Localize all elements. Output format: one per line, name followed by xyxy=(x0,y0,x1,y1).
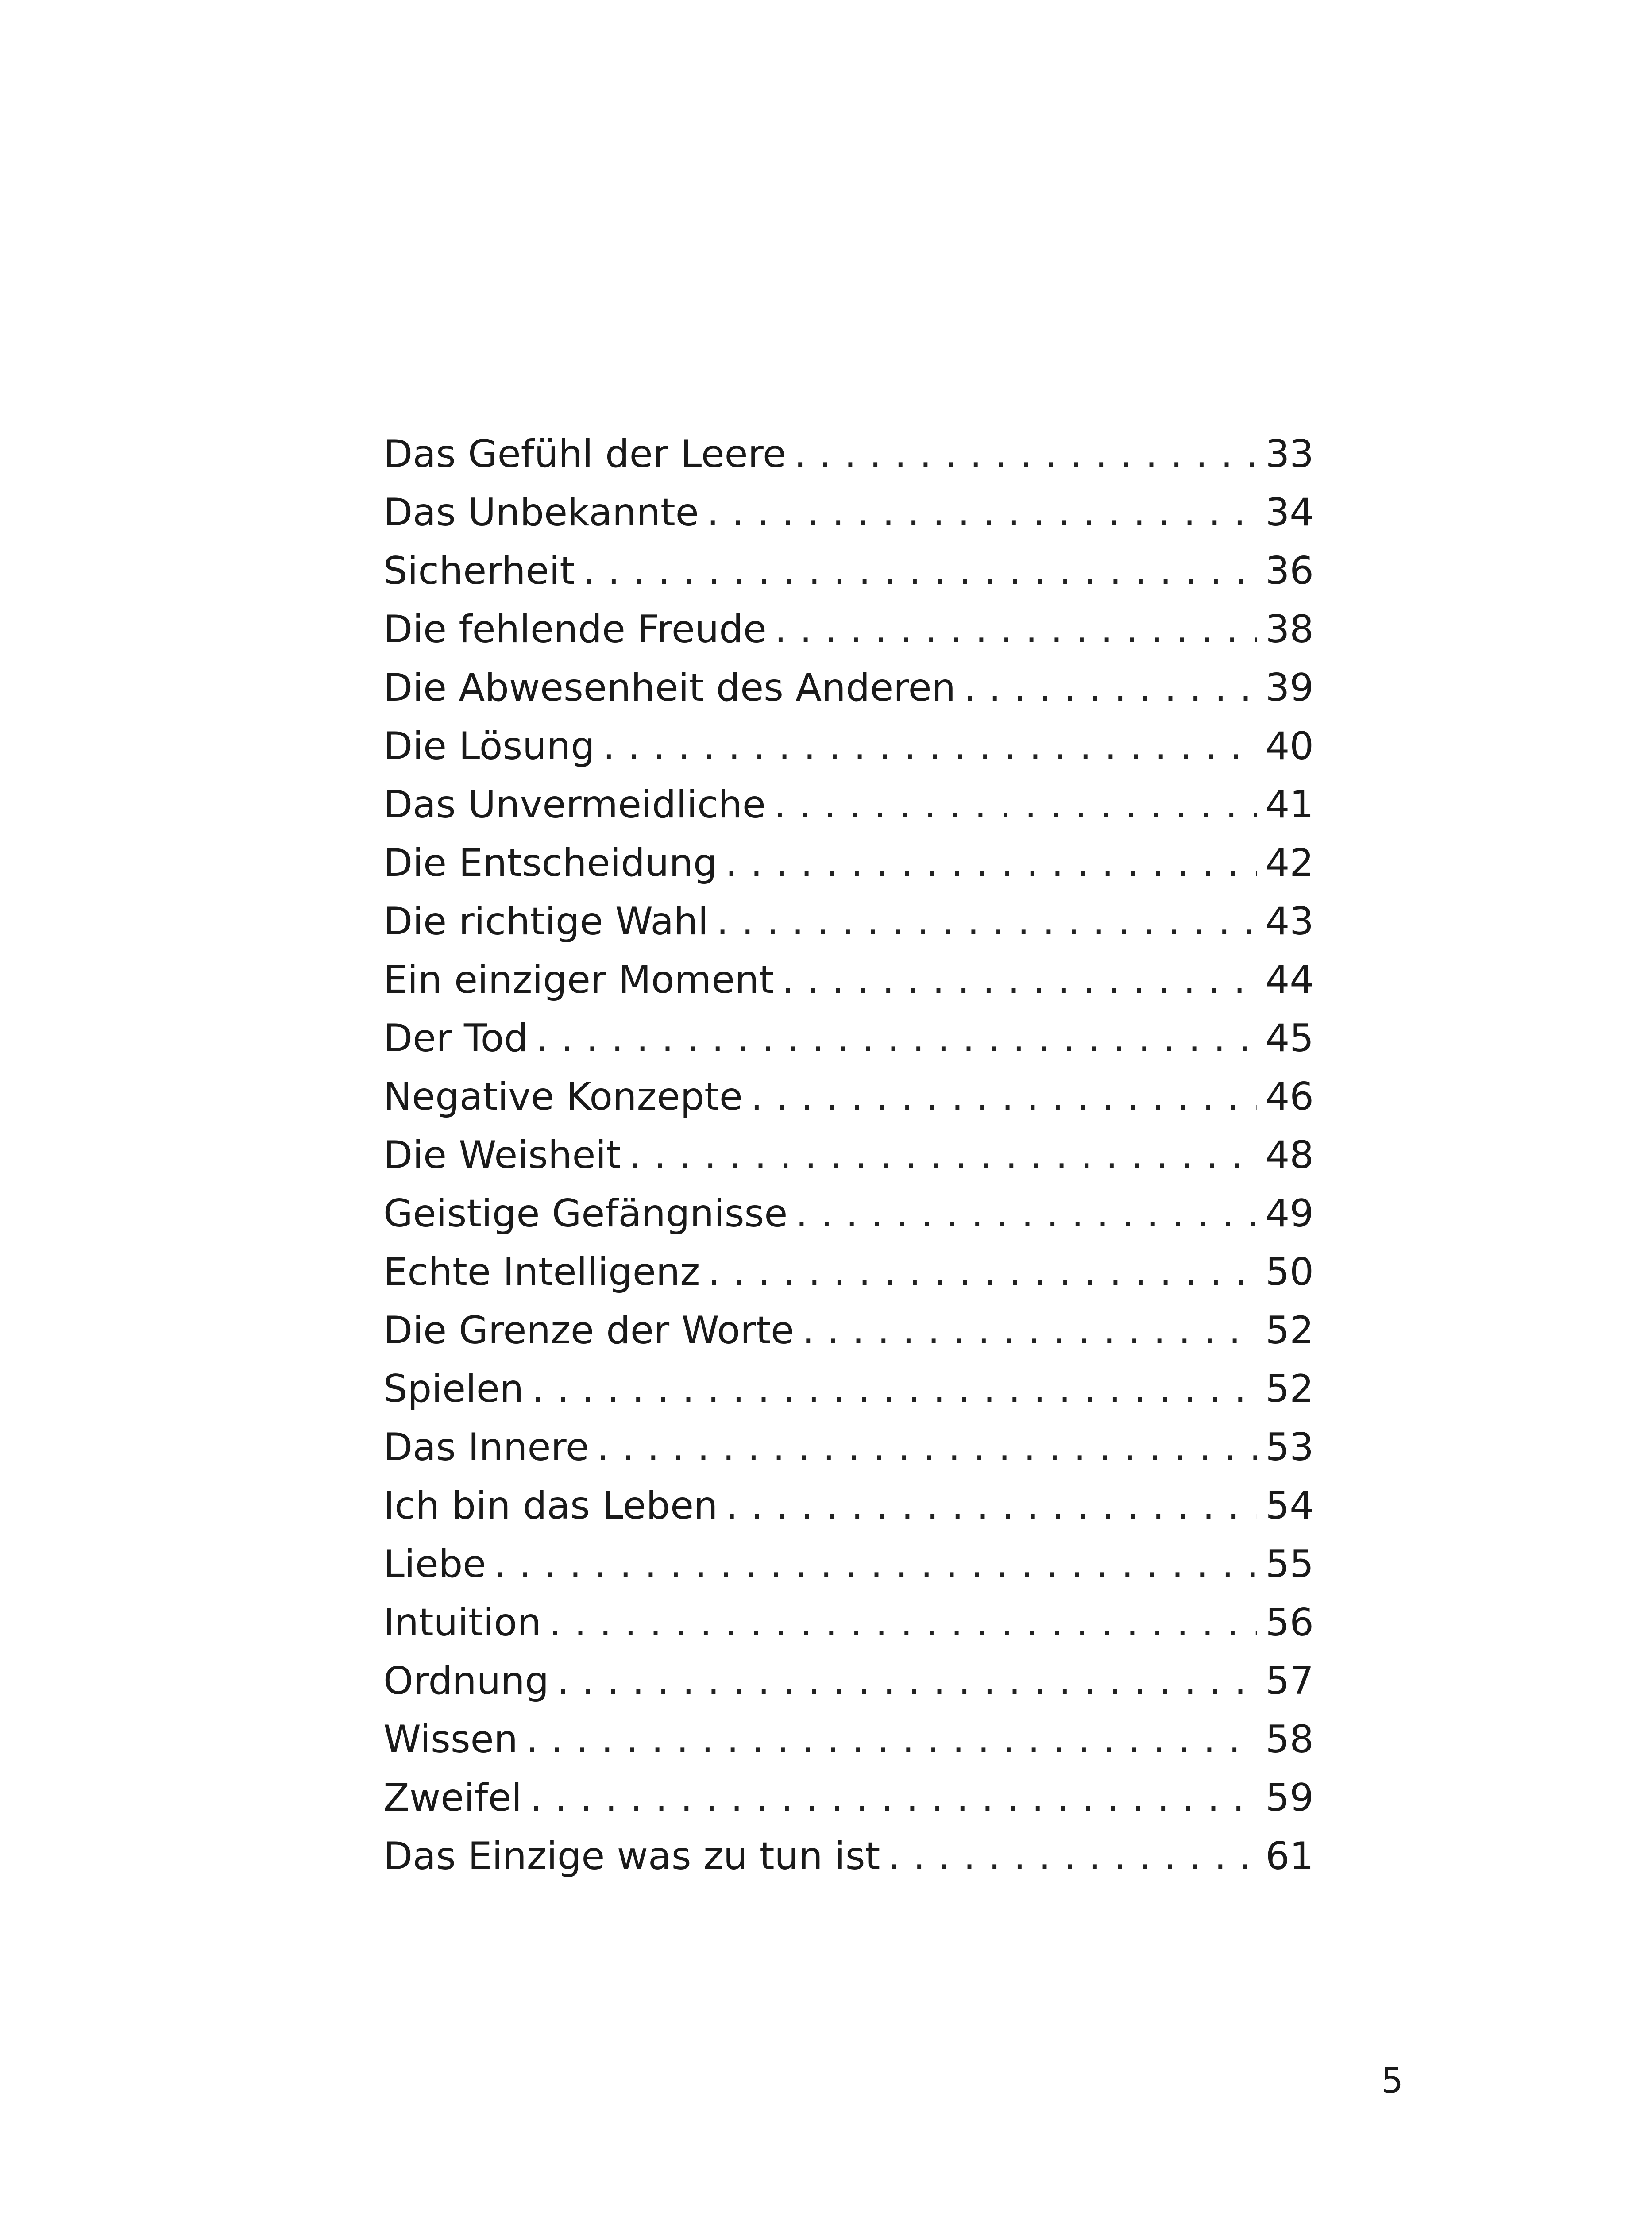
toc-entry xyxy=(383,1477,1314,1535)
toc-dot-leader xyxy=(708,1243,1257,1301)
toc-entry xyxy=(383,1769,1314,1827)
toc-entry-page: 34 xyxy=(1265,490,1314,535)
toc-entry-page: 53 xyxy=(1265,1425,1314,1469)
toc-dot-leader xyxy=(888,1827,1257,1885)
toc-entry-page: 57 xyxy=(1265,1659,1314,1703)
page-number: 5 xyxy=(1381,2061,1403,2101)
toc-entry xyxy=(383,600,1314,659)
toc-entry-page: 36 xyxy=(1265,549,1314,593)
toc-entry xyxy=(383,717,1314,775)
toc-entry xyxy=(383,775,1314,834)
toc-entry xyxy=(383,1710,1314,1769)
toc-dot-leader xyxy=(603,717,1257,775)
toc-entry-page: 48 xyxy=(1265,1133,1314,1177)
toc-dot-leader xyxy=(964,659,1257,717)
toc-entry xyxy=(383,1593,1314,1652)
toc-entry xyxy=(383,542,1314,600)
toc-entry-title: Ein einziger Moment xyxy=(383,958,774,1002)
toc-entry-page: 61 xyxy=(1265,1834,1314,1878)
toc-dot-leader xyxy=(583,542,1257,600)
toc-entry-page: 43 xyxy=(1265,899,1314,944)
toc-dot-leader xyxy=(494,1535,1257,1593)
toc-entry-page: 52 xyxy=(1265,1367,1314,1411)
toc-entry xyxy=(383,1535,1314,1593)
toc-entry-page: 55 xyxy=(1265,1542,1314,1586)
toc-entry-title: Ordnung xyxy=(383,1659,549,1703)
toc-entry-title: Die Grenze der Worte xyxy=(383,1308,795,1353)
toc-dot-leader xyxy=(530,1769,1257,1827)
toc-entry-page: 58 xyxy=(1265,1717,1314,1762)
toc-entry-title: Intuition xyxy=(383,1600,541,1645)
toc-entry xyxy=(383,892,1314,951)
toc-entry-title: Das Innere xyxy=(383,1425,589,1469)
toc-dot-leader xyxy=(717,892,1258,951)
toc-entry-title: Die Abwesenheit des Anderen xyxy=(383,666,956,710)
toc-entry-page: 45 xyxy=(1265,1016,1314,1060)
toc-entry-title: Echte Intelligenz xyxy=(383,1250,700,1294)
toc-dot-leader xyxy=(802,1301,1257,1360)
toc-entry-page: 54 xyxy=(1265,1484,1314,1528)
toc-entry xyxy=(383,951,1314,1009)
toc-entry-title: Wissen xyxy=(383,1717,518,1762)
toc-dot-leader xyxy=(597,1418,1257,1477)
toc-entry-title: Die fehlende Freude xyxy=(383,607,767,652)
toc-entry-page: 59 xyxy=(1265,1776,1314,1820)
toc-entry xyxy=(383,834,1314,892)
toc-dot-leader xyxy=(726,1477,1257,1535)
toc-entry-page: 49 xyxy=(1265,1191,1314,1236)
toc-entry xyxy=(383,1418,1314,1477)
toc-entry xyxy=(383,425,1314,483)
toc-dot-leader xyxy=(629,1126,1257,1184)
toc-entry-page: 44 xyxy=(1265,958,1314,1002)
toc-dot-leader xyxy=(549,1593,1257,1652)
toc-entry-title: Die Lösung xyxy=(383,724,595,768)
toc-entry-page: 40 xyxy=(1265,724,1314,768)
toc-entry-title: Das Unbekannte xyxy=(383,490,699,535)
toc-entry-title: Das Gefühl der Leere xyxy=(383,432,786,476)
toc-entry-title: Sicherheit xyxy=(383,549,575,593)
toc-entry-title: Liebe xyxy=(383,1542,486,1586)
toc-entry-page: 42 xyxy=(1265,841,1314,885)
toc-entry-title: Die Weisheit xyxy=(383,1133,621,1177)
toc-entry-title: Die Entscheidung xyxy=(383,841,718,885)
toc-entry xyxy=(383,1009,1314,1068)
toc-entry xyxy=(383,483,1314,542)
toc-entry xyxy=(383,1827,1314,1885)
toc-dot-leader xyxy=(774,775,1257,834)
toc-entry-page: 56 xyxy=(1265,1600,1314,1645)
toc-entry xyxy=(383,1184,1314,1243)
toc-entry-title: Ich bin das Leben xyxy=(383,1484,718,1528)
toc-entry-title: Der Tod xyxy=(383,1016,528,1060)
toc-entry-title: Zweifel xyxy=(383,1776,522,1820)
table-of-contents xyxy=(383,425,1314,1885)
toc-entry-title: Das Unvermeidliche xyxy=(383,783,766,827)
toc-dot-leader xyxy=(794,425,1257,483)
toc-entry-page: 38 xyxy=(1265,607,1314,652)
toc-entry-page: 50 xyxy=(1265,1250,1314,1294)
toc-dot-leader xyxy=(557,1652,1257,1710)
toc-entry-page: 39 xyxy=(1265,666,1314,710)
toc-entry-page: 46 xyxy=(1265,1075,1314,1119)
toc-entry-page: 41 xyxy=(1265,783,1314,827)
toc-entry-page: 33 xyxy=(1265,432,1314,476)
toc-entry xyxy=(383,1652,1314,1710)
toc-dot-leader xyxy=(526,1710,1257,1769)
toc-dot-leader xyxy=(751,1068,1257,1126)
toc-dot-leader xyxy=(775,600,1257,659)
toc-dot-leader xyxy=(782,951,1257,1009)
toc-dot-leader xyxy=(726,834,1257,892)
toc-entry-title: Geistige Gefängnisse xyxy=(383,1191,788,1236)
toc-dot-leader xyxy=(795,1184,1257,1243)
toc-entry xyxy=(383,1126,1314,1184)
toc-entry xyxy=(383,1301,1314,1360)
toc-entry xyxy=(383,1243,1314,1301)
toc-entry xyxy=(383,1360,1314,1418)
toc-entry xyxy=(383,659,1314,717)
toc-entry-title: Das Einzige was zu tun ist xyxy=(383,1834,880,1878)
toc-entry xyxy=(383,1068,1314,1126)
toc-entry-title: Spielen xyxy=(383,1367,524,1411)
toc-entry-title: Negative Konzepte xyxy=(383,1075,743,1119)
toc-dot-leader xyxy=(536,1009,1257,1068)
toc-dot-leader xyxy=(707,483,1257,542)
toc-entry-title: Die richtige Wahl xyxy=(383,899,709,944)
toc-dot-leader xyxy=(532,1360,1257,1418)
toc-entry-page: 52 xyxy=(1265,1308,1314,1353)
